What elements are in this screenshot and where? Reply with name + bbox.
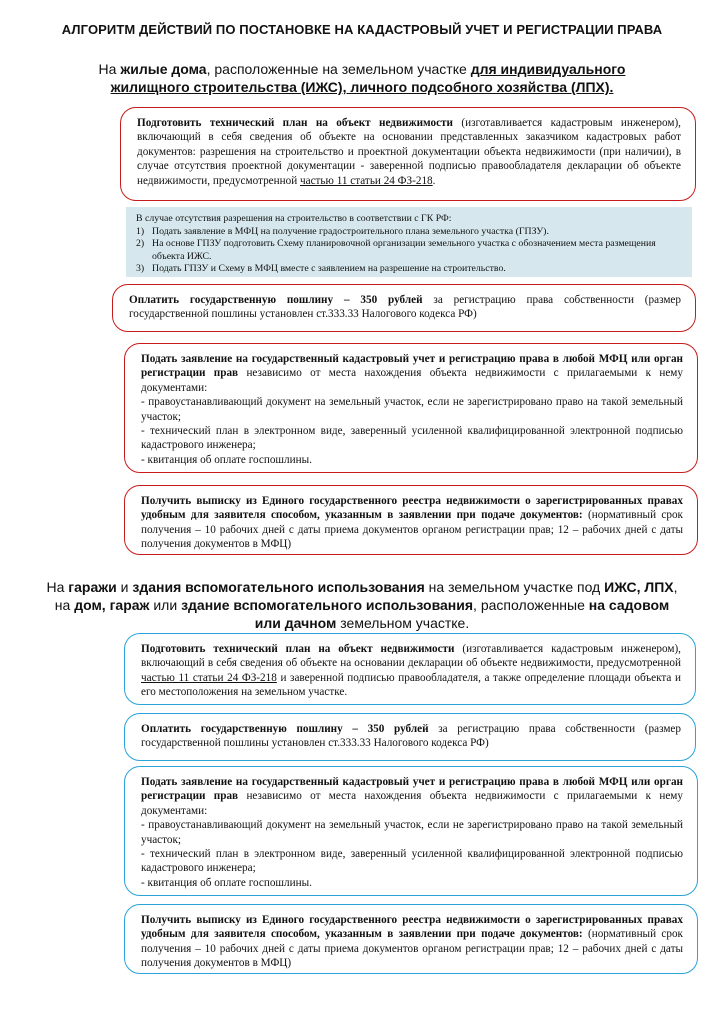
intro-bold: на садовом или дачном bbox=[254, 597, 670, 631]
intro-text: или bbox=[149, 597, 182, 613]
intro-bold: здания вспомогательного использования bbox=[132, 579, 425, 595]
note-item bbox=[136, 263, 682, 276]
step-heading: Подать заявление на государственный кадастровый учет и регистрацию права в любой МФЦ или орган регистрации прав bbox=[141, 353, 683, 380]
step-text: за регистрацию права собственности (размер государственной пошлины установлен ст.333.33 Налогового кодекса РФ) bbox=[141, 723, 681, 750]
s1-step-submit-application bbox=[124, 343, 698, 473]
s2-step-submit-application bbox=[124, 766, 698, 896]
step-text-end: . bbox=[432, 174, 436, 187]
document-item: - квитанция об оплате госпошлины. bbox=[141, 453, 312, 466]
step-heading: Подать заявление на государственный кадастровый учет и регистрацию права в любой МФЦ или орган регистрации прав bbox=[141, 776, 683, 803]
note-item-number: 3) bbox=[136, 263, 145, 275]
document-item: - квитанция об оплате госпошлины. bbox=[141, 876, 312, 889]
document-item: - технический план в электронном виде, заверенный усиленной квалифицированной электронной подписью кадастрового инженера; bbox=[141, 425, 683, 452]
step-heading: Оплатить государственную пошлину – 350 рублей bbox=[129, 294, 423, 306]
step-heading: Оплатить государственную пошлину – 350 рублей bbox=[141, 723, 429, 735]
section2-intro bbox=[40, 578, 684, 632]
intro-bold: дом, гараж bbox=[74, 597, 150, 613]
step-heading: Получить выписку из Единого государственного реестра недвижимости о зарегистрированных правах удобным для заявителя способом, указанным в заявлении при подаче документов: bbox=[141, 914, 683, 941]
page-title: АЛГОРИТМ ДЕЙСТВИЙ ПО ПОСТАНОВКЕ НА КАДАСТРОВЫЙ УЧЕТ И РЕГИСТРАЦИИ ПРАВА bbox=[61, 22, 663, 37]
note-item bbox=[136, 226, 682, 239]
intro-bold: жилые дома bbox=[120, 61, 207, 77]
s1-permit-note bbox=[126, 207, 692, 277]
note-item-text: На основе ГПЗУ подготовить Схему планировочной организации земельного участка с обозначением места размещения объекта ИЖС. bbox=[152, 238, 656, 262]
intro-text: , на bbox=[54, 579, 678, 613]
document-item: - правоустанавливающий документ на земельный участок, если не зарегистрировано право на такой земельный участок; bbox=[141, 819, 683, 846]
intro-text: земельном участке. bbox=[336, 615, 470, 631]
step-heading: Получить выписку из Единого государственного реестра недвижимости о зарегистрированных правах удобным для заявителя способом, указанным в заявлении при подаче документов: bbox=[141, 495, 683, 522]
law-link[interactable]: частью 11 статьи 24 ФЗ-218 bbox=[141, 671, 277, 684]
note-item bbox=[136, 238, 682, 263]
step-heading: Подготовить технический план на объект недвижимости bbox=[137, 117, 453, 129]
intro-underlined: для индивидуального жилищного строительства (ИЖС), личного подсобного хозяйства (ЛПХ). bbox=[110, 61, 626, 95]
intro-text: На bbox=[98, 61, 121, 77]
document-item: - правоустанавливающий документ на земельный участок, если не зарегистрировано право на такой земельный участок; bbox=[141, 396, 683, 423]
note-heading: В случае отсутствия разрешения на строительство в соответствии с ГК РФ: bbox=[136, 213, 452, 224]
step-text: независимо от места нахождения объекта недвижимости с прилагаемыми к нему документами: bbox=[141, 790, 683, 817]
step-text-end: и заверенной подписью правообладателя, а также определение площади объекта и его местоположения на земельном участке. bbox=[141, 671, 681, 699]
intro-text: на земельном участке под bbox=[424, 579, 605, 595]
note-item-text: Подать ГПЗУ и Схему в МФЦ вместе с заявлением на разрешение на строительство. bbox=[152, 263, 506, 275]
section1-intro bbox=[70, 60, 654, 96]
s2-step-technical-plan bbox=[124, 633, 696, 705]
s1-step-pay-fee bbox=[112, 284, 696, 332]
intro-text: , расположенные на земельном участке bbox=[206, 61, 471, 77]
intro-text: , расположенные bbox=[473, 597, 589, 613]
law-link[interactable]: частью 11 статьи 24 ФЗ-218 bbox=[299, 174, 433, 187]
step-text: независимо от места нахождения объекта недвижимости с прилагаемыми к нему документами: bbox=[141, 367, 683, 394]
step-text: (изготавливается кадастровым инженером), включающий в себя сведения об объекте на основании декларации об объекте недвижимости, предусмотренной bbox=[141, 643, 681, 670]
s1-step-get-extract bbox=[124, 485, 698, 555]
s1-step-technical-plan bbox=[120, 107, 696, 201]
intro-bold: здание вспомогательного использования bbox=[181, 597, 474, 613]
note-item-text: Подать заявление в МФЦ на получение градостроительного плана земельного участка (ГПЗУ). bbox=[152, 225, 549, 237]
s2-step-pay-fee bbox=[124, 713, 696, 761]
note-item-number: 2) bbox=[136, 238, 145, 250]
s2-step-get-extract bbox=[124, 904, 698, 974]
step-heading: Подготовить технический план на объект недвижимости bbox=[141, 643, 455, 655]
intro-text: На bbox=[46, 579, 69, 595]
step-text: (нормативный срок получения – 10 рабочих дней с даты приема документов органом регистрации прав; 12 – рабочих дней с даты получения документов в МФЦ) bbox=[141, 928, 683, 970]
intro-bold: гаражи bbox=[68, 579, 117, 595]
intro-bold: ИЖС, ЛПХ bbox=[604, 579, 674, 595]
intro-text: и bbox=[116, 579, 133, 595]
step-text: (изготавливается кадастровым инженером), включающий в себя сведения об объекте на основании представленных заказчиком кадастровых работ документов: разрешения на строительство и проектной документации объекта недвижимости (при наличии), в случае отсутствия проектной документации - заверенной подписью правообладателя декларации об объекте недвижимости, предусмотренной bbox=[137, 117, 681, 187]
step-text: (нормативный срок получения – 10 рабочих дней с даты приема документов органом регистрации прав; 12 – рабочих дней с даты получения документов в МФЦ) bbox=[141, 509, 683, 551]
step-text: за регистрацию права собственности (размер государственной пошлины установлен ст.333.33 Налогового кодекса РФ) bbox=[129, 294, 681, 321]
note-item-number: 1) bbox=[136, 225, 145, 237]
document-item: - технический план в электронном виде, заверенный усиленной квалифицированной электронной подписью кадастрового инженера; bbox=[141, 848, 683, 875]
